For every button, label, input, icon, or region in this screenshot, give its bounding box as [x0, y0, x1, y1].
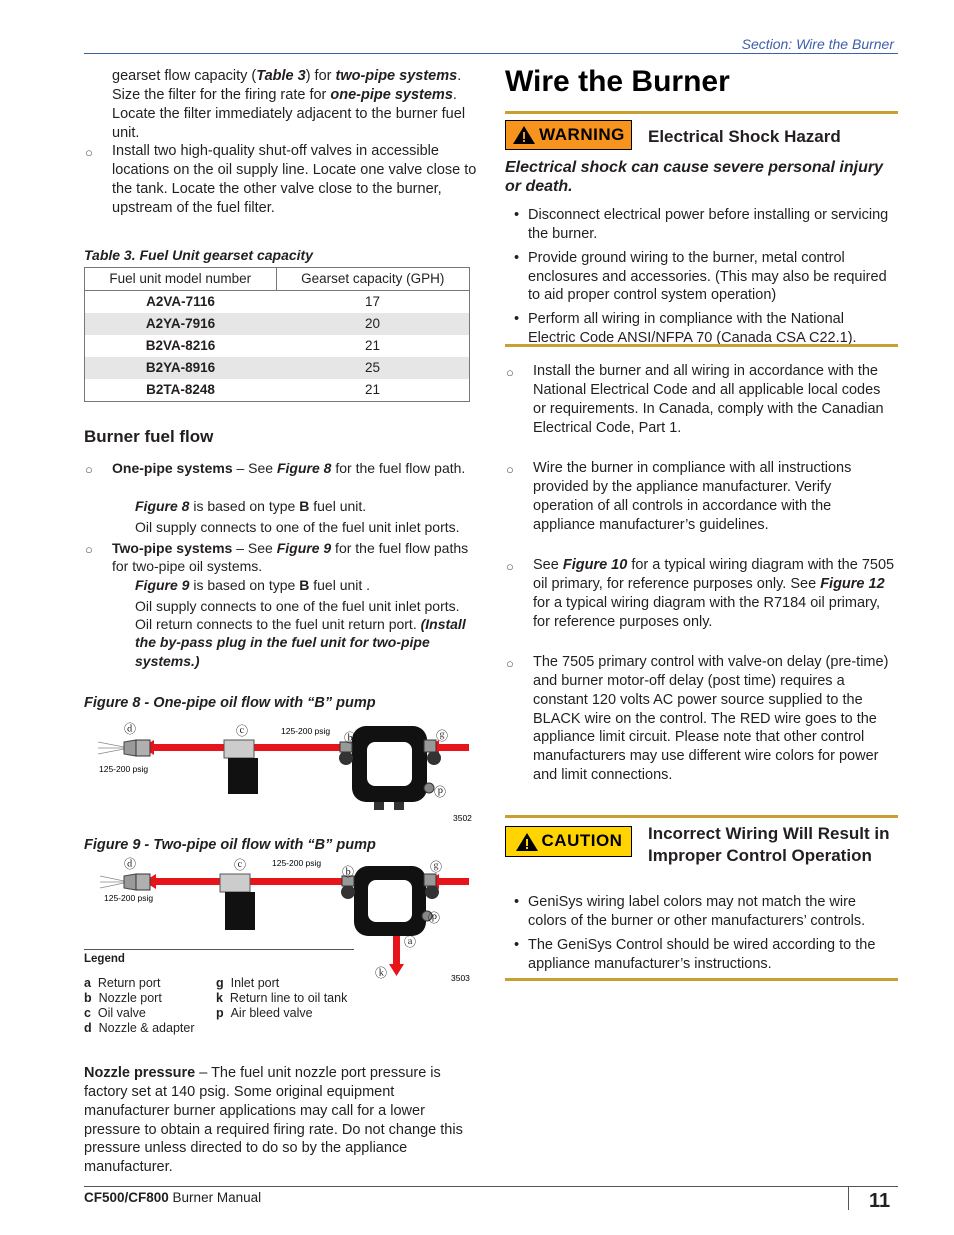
- ring-bullet-icon: ○: [85, 145, 93, 160]
- footer-divider: [848, 1186, 849, 1210]
- capacity-cell: 25: [276, 357, 469, 379]
- wiring-item-1: Install the burner and all wiring in accordance with the National Electrical Code and all applicable local codes or requirements. In Canada, comply with the Canadian Electrical Code, Part 1.: [533, 363, 884, 436]
- flow-arrow-icon: [389, 964, 404, 976]
- alert-triangle-icon: [512, 125, 536, 145]
- oil-valve-icon: [220, 874, 255, 930]
- legend-col-1: [84, 976, 194, 1036]
- label-p: ⓟ: [434, 785, 447, 799]
- model-cell: B2VA-8216: [145, 338, 216, 354]
- page-title: Wire the Burner: [505, 65, 730, 98]
- pressure-label: 125-200 psig: [281, 726, 331, 736]
- figure-9-diagram: [84, 856, 478, 986]
- caution-top-rule: [505, 815, 898, 818]
- two-pipe-sub1: Figure 9 is based on type B fuel unit .: [135, 577, 371, 593]
- figure-8-caption: Figure 8 - One-pipe oil flow with “B” pump: [84, 695, 376, 711]
- label-b: ⓑ: [342, 865, 355, 879]
- label-b: ⓑ: [344, 731, 357, 745]
- model-cell: B2YA-8916: [85, 357, 276, 379]
- figure-code: 3502: [453, 813, 472, 823]
- legend-item: c Oil valve: [84, 1006, 146, 1020]
- pressure-label: 125-200 psig: [272, 858, 322, 868]
- label-c: ⓒ: [236, 724, 249, 738]
- table-row: [85, 379, 469, 401]
- label-g: ⓖ: [436, 729, 449, 743]
- legend-col-2: [216, 976, 347, 1021]
- ring-bullet-icon: ○: [85, 462, 93, 477]
- table-row: [85, 357, 469, 379]
- warning-subheading: Electrical shock can cause severe personal injury or death.: [505, 159, 883, 195]
- list-item: • Disconnect electrical power before installing or servicing the burner.: [528, 206, 893, 244]
- label-a: ⓐ: [404, 935, 417, 949]
- warning-heading: Electrical Shock Hazard: [648, 127, 841, 146]
- legend-item: a Return port: [84, 976, 161, 990]
- table-row: [85, 291, 469, 314]
- legend-item: b Nozzle port: [84, 991, 162, 1005]
- fuel-pump-icon: [341, 866, 439, 936]
- ring-bullet-icon: ○: [506, 365, 514, 380]
- section-header: Section: Wire the Burner: [741, 36, 894, 52]
- list-item: • Provide ground wiring to the burner, metal control enclosures and accessories. (This may also be required to aid proper control system operation): [528, 249, 893, 306]
- one-pipe-paragraph: One-pipe systems – See Figure 8 for the fuel flow path.: [112, 460, 466, 476]
- list-item: • Perform all wiring in compliance with the National Electric Code ANSI/NFPA 70 (Canada CSA C22.1).: [528, 310, 893, 348]
- model-cell: A2VA-7116: [146, 294, 215, 310]
- table-header-row: [85, 268, 469, 291]
- caution-bottom-rule: [505, 978, 898, 981]
- list-item: • The GeniSys Control should be wired according to the appliance manufacturer’s instructions.: [528, 936, 893, 974]
- label-d: ⓓ: [124, 857, 137, 871]
- page-number: 11: [869, 1190, 891, 1212]
- two-pipe-sub2: Oil supply connects to one of the fuel unit inlet ports. Oil return connects to the fuel unit return port. (Install the by-pass plug in the fuel unit for two-pipe systems.): [135, 598, 466, 669]
- warning-badge: [505, 120, 632, 150]
- label-k: ⓚ: [375, 966, 388, 980]
- nozzle-adapter-icon: [100, 874, 150, 890]
- flow-line: [393, 936, 400, 966]
- table-row: [85, 313, 469, 335]
- alert-triangle-icon: [515, 832, 539, 852]
- caution-badge: [505, 826, 632, 857]
- label-g: ⓖ: [430, 860, 443, 874]
- oil-valve-icon: [224, 740, 258, 794]
- intro-paragraph-1: gearset flow capacity (Table 3) for two-pipe systems. Size the filter for the firing rate for one-pipe systems. Locate the filter immediately adjacent to the burner fuel unit.: [112, 68, 466, 141]
- pressure-label: 125-200 psig: [99, 764, 149, 774]
- caution-badge-label: CAUTION: [541, 831, 623, 851]
- nozzle-pressure-paragraph: Nozzle pressure – The fuel unit nozzle port pressure is factory set at 140 psig. Some original equipment manufacturer burner applications may call for a lower pressure to obtain a required firing rate. Do not change this pressure unless directed to do so by the appliance manufacturer.: [84, 1065, 463, 1176]
- list-item: • GeniSys wiring label colors may not match the wire colors of the burner or other manufacturers’ controls.: [528, 893, 893, 931]
- capacity-cell: 21: [365, 338, 381, 354]
- fuel-unit-table: [84, 267, 470, 402]
- capacity-cell: 17: [365, 294, 381, 310]
- warning-bullets: [528, 206, 893, 354]
- legend-title: Legend: [84, 953, 125, 965]
- footer-rule: [84, 1186, 898, 1187]
- caution-bullets: [528, 893, 893, 979]
- label-c: ⓒ: [234, 858, 247, 872]
- legend-item: d Nozzle & adapter: [84, 1021, 195, 1035]
- fuel-flow-heading: Burner fuel flow: [84, 427, 214, 446]
- footer-manual-title: CF500/CF800 Burner Manual: [84, 1190, 262, 1205]
- ring-bullet-icon: ○: [506, 656, 514, 671]
- model-cell: B2TA-8248: [146, 382, 215, 398]
- ring-bullet-icon: ○: [506, 462, 514, 477]
- ring-bullet-icon: ○: [506, 559, 514, 574]
- table-header-cell: Gearset capacity (GPH): [276, 268, 469, 291]
- legend-item: p Air bleed valve: [216, 1006, 313, 1020]
- one-pipe-sub1: Figure 8 is based on type B fuel unit.: [135, 498, 367, 514]
- one-pipe-sub2: Oil supply connects to one of the fuel unit inlet ports.: [135, 519, 460, 535]
- legend-item: k Return line to oil tank: [216, 991, 348, 1005]
- wiring-item-4: The 7505 primary control with valve-on delay (pre-time) and burner motor-off delay (post time) requires a constant 120 volts AC power source supplied to the BLACK wire on the control. The RED wire goes to the appliance limit circuit. Please note that other control manufacturers may use different wire colors for power and limit connections.: [533, 654, 889, 784]
- intro-paragraph-2: Install two high-quality shut-off valves in accessible locations on the oil supply line. Locate one valve close to the tank. Locate the other valve close to the burner, upstream of the fuel filter.: [112, 143, 477, 216]
- figure-8-diagram: [84, 718, 478, 826]
- wiring-item-3: See Figure 10 for a typical wiring diagram with the 7505 oil primary, for reference purposes only. See Figure 12 for a typical wiring diagram with the R7184 oil primary, for reference purposes only.: [533, 557, 895, 630]
- pressure-label: 125-200 psig: [104, 893, 154, 903]
- header-rule: [84, 53, 898, 54]
- caution-heading: Incorrect Wiring Will Result in Improper Control Operation: [648, 824, 890, 865]
- warning-top-rule: [505, 111, 898, 114]
- ring-bullet-icon: ○: [85, 542, 93, 557]
- legend-rule: [84, 949, 354, 950]
- wiring-item-2: Wire the burner in compliance with all instructions provided by the appliance manufacturer. Verify operation of all controls in accordance with the appliance manufacturer’s guidelines.: [533, 460, 852, 533]
- label-p: ⓟ: [428, 911, 441, 925]
- capacity-cell: 20: [276, 313, 469, 335]
- label-d: ⓓ: [124, 722, 137, 736]
- table-caption: Table 3. Fuel Unit gearset capacity: [84, 247, 314, 263]
- capacity-cell: 21: [365, 382, 381, 398]
- legend-item: g Inlet port: [216, 976, 280, 990]
- table-header-cell: Fuel unit model number: [85, 268, 276, 291]
- two-pipe-paragraph: Two-pipe systems – See Figure 9 for the fuel flow paths for two-pipe oil systems.: [112, 540, 469, 575]
- warning-bottom-rule: [505, 344, 898, 347]
- nozzle-adapter-icon: [98, 740, 150, 756]
- warning-badge-label: WARNING: [539, 124, 625, 144]
- figure-9-caption: Figure 9 - Two-pipe oil flow with “B” pump: [84, 837, 376, 853]
- model-cell: A2YA-7916: [85, 313, 276, 335]
- table-row: [85, 335, 469, 357]
- figure-code: 3503: [451, 973, 470, 983]
